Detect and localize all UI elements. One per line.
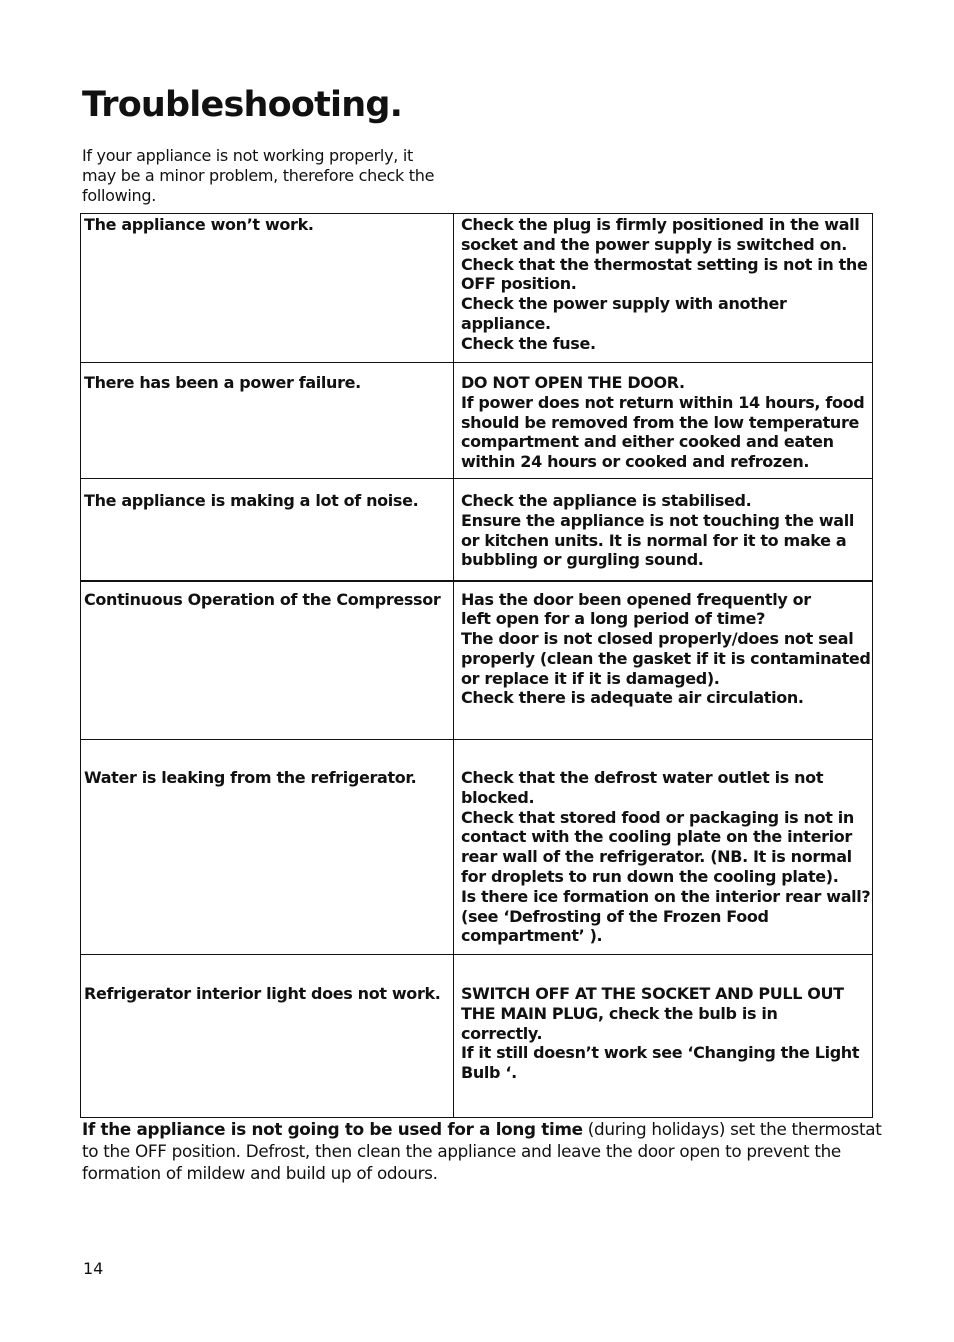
problem-cell [81, 214, 454, 363]
problem-cell [81, 581, 454, 740]
solution-line: left open for a long period of time? [461, 609, 766, 629]
page-number: 14 [83, 1259, 104, 1278]
problem-text: The appliance is making a lot of noise. [84, 491, 419, 510]
solution-line: rear wall of the refrigerator. (NB. It is normal [461, 847, 852, 867]
solution-line: If it still doesn’t work see ‘Changing the Light [461, 1043, 860, 1063]
solution-line: THE MAIN PLUG, check the bulb is in [461, 1003, 778, 1023]
solution-line: Is there ice formation on the interior rear wall? [461, 886, 871, 906]
solution-line: Check that the thermostat setting is not in the [461, 254, 868, 274]
solution-line: DO NOT OPEN THE DOOR. [461, 373, 685, 392]
solution-cell [454, 740, 873, 955]
intro-text [82, 146, 462, 206]
footer-note-bold: If the appliance is not going to be used for a long time [82, 1119, 583, 1139]
problem-cell [81, 479, 454, 581]
table-row [81, 740, 873, 955]
solution-line: within 24 hours or cooked and refrozen. [461, 452, 810, 472]
troubleshooting-table [80, 213, 873, 1118]
solution-line: Check the plug is firmly positioned in the wall [461, 215, 860, 234]
solution-line: properly (clean the gasket if it is contaminated [461, 648, 871, 668]
intro-line: If your appliance is not working properly, it [82, 146, 413, 165]
table-row [81, 363, 873, 479]
table-row [81, 214, 873, 363]
solution-line: Check that the defrost water outlet is not [461, 768, 824, 787]
problem-text: Water is leaking from the refrigerator. [84, 768, 417, 787]
solution-line: should be removed from the low temperature [461, 412, 860, 432]
intro-line: following. [82, 186, 157, 205]
solution-line: Ensure the appliance is not touching the wall [461, 510, 855, 530]
table-row [81, 479, 873, 581]
solution-line: or replace it if it is damaged). [461, 668, 720, 688]
problem-text: Continuous Operation of the Compressor [84, 589, 441, 609]
solution-line: for droplets to run down the cooling plate). [461, 866, 839, 886]
table-row [81, 955, 873, 1118]
solution-line: socket and the power supply is switched on. [461, 234, 847, 254]
problem-text: The appliance won’t work. [84, 215, 314, 234]
solution-line: Has the door been opened frequently or [461, 589, 811, 609]
solution-line: blocked. [461, 787, 535, 807]
solution-line: The door is not closed properly/does not seal [461, 629, 854, 649]
solution-line: (see ‘Defrosting of the Frozen Food [461, 906, 769, 926]
solution-line: OFF position. [461, 274, 577, 294]
solution-line: Check the power supply with another [461, 294, 787, 314]
problem-text: Refrigerator interior light does not work. [84, 984, 441, 1003]
solution-line: contact with the cooling plate on the interior [461, 827, 852, 847]
footer-note [82, 1118, 882, 1184]
solution-line: If power does not return within 14 hours, food [461, 392, 865, 412]
solution-cell [454, 581, 873, 740]
solution-line: or kitchen units. It is normal for it to make a [461, 530, 847, 550]
solution-line: Check the fuse. [461, 333, 596, 353]
solution-cell [454, 363, 873, 479]
solution-line: bubbling or gurgling sound. [461, 550, 704, 570]
solution-line: Check there is adequate air circulation. [461, 688, 804, 708]
footer-note-text: (during holidays) set the thermostat to the OFF position. Defrost, then clean the appliance and leave the door open to prevent the formation of mildew and build up of odours. [82, 1119, 882, 1183]
problem-cell [81, 363, 454, 479]
solution-line: appliance. [461, 313, 551, 333]
solution-line: Check the appliance is stabilised. [461, 491, 752, 510]
solution-line: Check that stored food or packaging is not in [461, 807, 854, 827]
intro-line: may be a minor problem, therefore check the [82, 166, 435, 185]
solution-cell [454, 214, 873, 363]
solution-cell [454, 955, 873, 1118]
solution-line: Bulb ‘. [461, 1063, 517, 1083]
problem-cell [81, 740, 454, 955]
solution-cell [454, 479, 873, 581]
solution-line: correctly. [461, 1023, 543, 1043]
problem-cell [81, 955, 454, 1118]
solution-line: compartment’ ). [461, 926, 603, 946]
problem-text: There has been a power failure. [84, 373, 361, 392]
solution-line: compartment and either cooked and eaten [461, 432, 834, 452]
solution-line: SWITCH OFF AT THE SOCKET AND PULL OUT [461, 984, 844, 1003]
page-title: Troubleshooting. [82, 85, 403, 125]
table-row [81, 581, 873, 740]
